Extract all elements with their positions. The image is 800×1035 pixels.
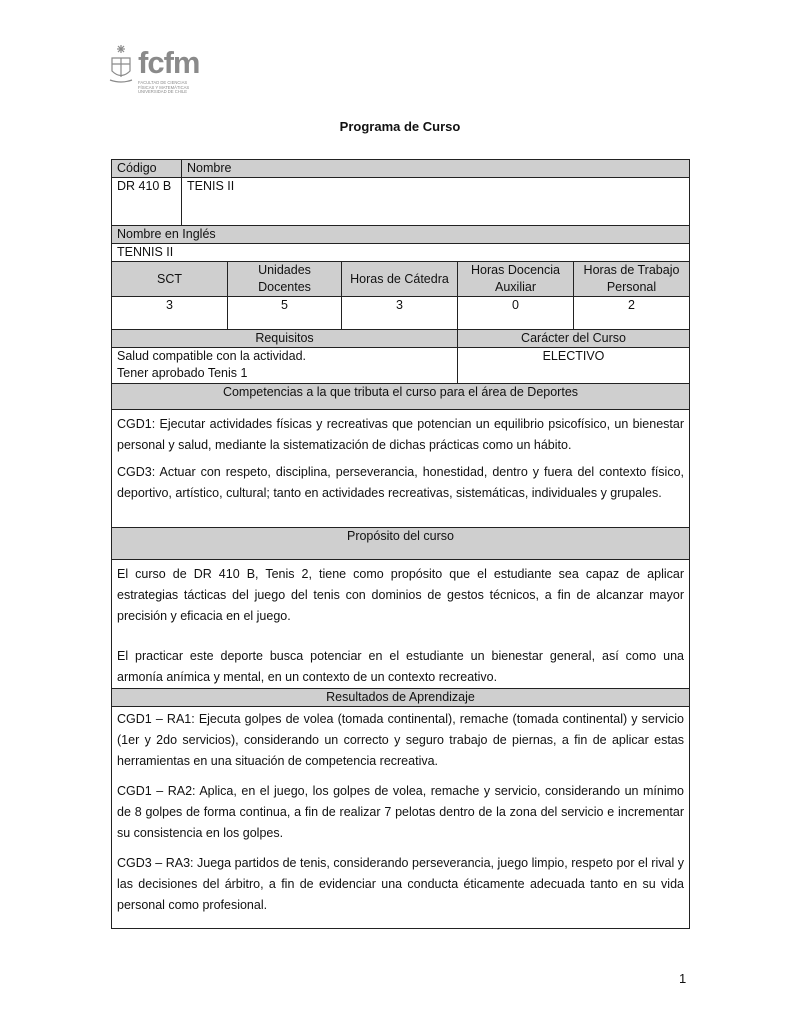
- competency-item: CGD1: Ejecutar actividades físicas y recreativas que potencian un equilibrio psicofísico, un bienestar personal y salud, mediante la sistematización de dichas prácticas como un hábito.: [117, 417, 684, 452]
- hours-value: 3: [112, 297, 228, 330]
- purpose-paragraph: El practicar este deporte busca potenciar en el estudiante un bienestar general, así como una armonía anímica y mental, en un contexto de un contexto recreativo.: [117, 649, 684, 684]
- outcomes-label: Resultados de Aprendizaje: [112, 689, 690, 707]
- requisite-line: Tener aprobado Tenis 1: [117, 366, 248, 380]
- english-name-label: Nombre en Inglés: [112, 226, 690, 244]
- character-label: Carácter del Curso: [458, 330, 690, 348]
- code-label: Código: [112, 160, 182, 178]
- hours-header: SCT: [112, 262, 228, 297]
- hours-header: Unidades Docentes: [228, 262, 342, 297]
- outcome-item: CGD1 – RA1: Ejecuta golpes de volea (tomada continental), remache (tomada continental) y servicio (1er y 2do servicios), considerando un correcto y seguro trabajo de piernas, a fin de aplicar estas herramientas en una situación de competencia recreativa.: [117, 712, 684, 768]
- outcomes-cell: [112, 707, 690, 929]
- hours-value: 3: [342, 297, 458, 330]
- logo-subtitle-line: FACULTAD DE CIENCIAS: [138, 80, 188, 85]
- requisites-cell: [112, 348, 458, 384]
- competency-item: CGD3: Actuar con respeto, disciplina, perseverancia, honestidad, dentro y fuera del contexto físico, deportivo, artístico, cultural; tanto en actividades recreativas, sistemáticas, individuales y grupales.: [117, 465, 684, 500]
- hours-value: 2: [574, 297, 690, 330]
- requisite-line: Salud compatible con la actividad.: [117, 349, 307, 363]
- university-seal-icon: [108, 44, 134, 84]
- purpose-paragraph: El curso de DR 410 B, Tenis 2, tiene como propósito que el estudiante sea capaz de aplicar estrategias tácticas del juego del tenis con dominios de gestos técnicos, a fin de alcanzar mayor precisión y eficacia en el juego.: [117, 567, 684, 623]
- hours-header: Horas de Trabajo Personal: [574, 262, 690, 297]
- hours-value: 0: [458, 297, 574, 330]
- fcfm-logo: [108, 44, 200, 102]
- page-number: 1: [679, 971, 687, 986]
- competencies-label: Competencias a la que tributa el curso para el área de Deportes: [112, 384, 690, 410]
- requisites-label: Requisitos: [112, 330, 458, 348]
- outcome-item: CGD1 – RA2: Aplica, en el juego, los golpes de volea, remache y servicio, considerando un mínimo de 8 golpes de forma continua, a fin de realizar 7 pelotas dentro de la zona del servicio e incrementar su consistencia en los golpes.: [117, 784, 684, 840]
- logo-subtitle: [138, 81, 200, 95]
- course-code: DR 410 B: [112, 178, 182, 226]
- purpose-label: Propósito del curso: [112, 528, 690, 560]
- english-name: TENNIS II: [112, 244, 690, 262]
- purpose-cell: [112, 560, 690, 689]
- competencies-cell: [112, 410, 690, 528]
- logo-text: fcfm: [138, 45, 200, 80]
- logo-subtitle-line: UNIVERSIDAD DE CHILE: [138, 89, 188, 95]
- outcome-item: CGD3 – RA3: Juega partidos de tenis, considerando perseverancia, juego limpio, respeto por el rival y las decisiones del árbitro, a fin de evidenciar una conducta éticamente adecuada tanto en su vida personal como profesional.: [117, 856, 684, 912]
- course-program-table: [111, 159, 689, 929]
- hours-header: Horas Docencia Auxiliar: [458, 262, 574, 297]
- hours-header: Horas de Cátedra: [342, 262, 458, 297]
- course-character: ELECTIVO: [458, 348, 690, 384]
- hours-value: 5: [228, 297, 342, 330]
- page-title: Programa de Curso: [339, 119, 461, 134]
- course-name: TENIS II: [182, 178, 690, 226]
- name-label: Nombre: [182, 160, 690, 178]
- logo-subtitle-line: FÍSICAS Y MATEMÁTICAS: [138, 84, 190, 90]
